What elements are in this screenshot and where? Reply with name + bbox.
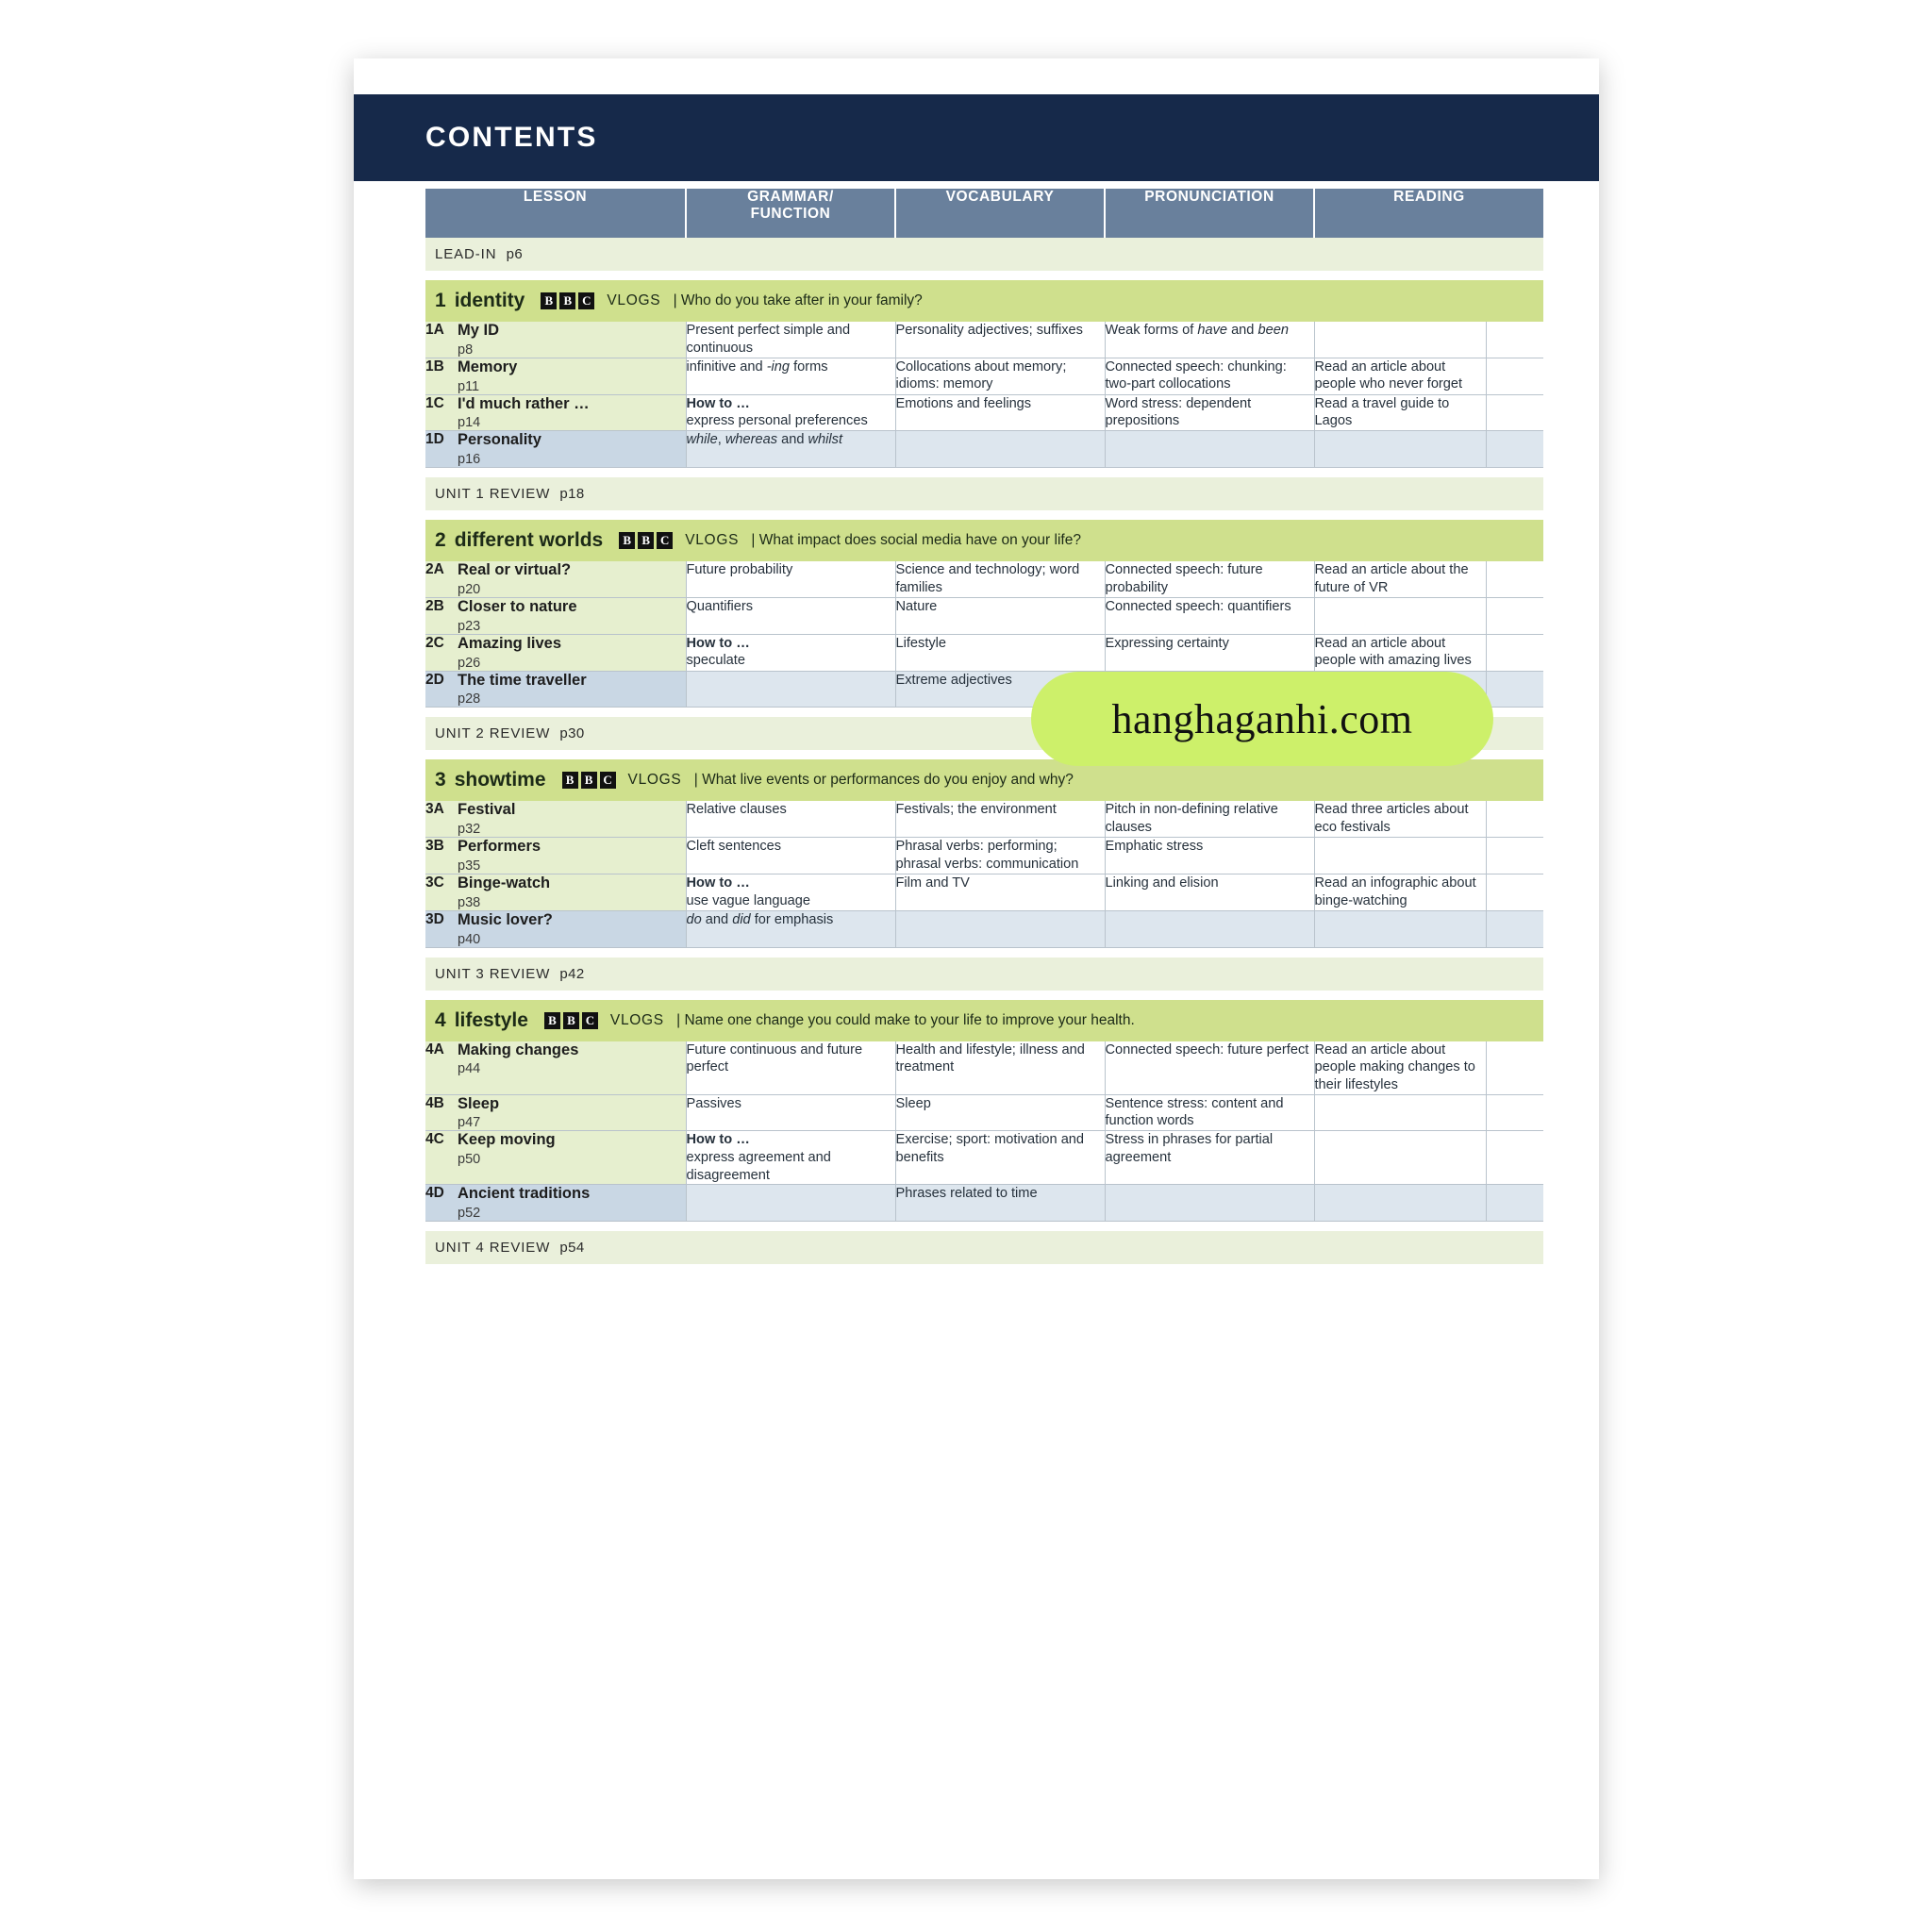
lesson-name: I'd much rather … [458,394,590,412]
lesson-code: 2C [425,634,458,671]
grammar-cell [686,671,895,708]
bbc-letter: C [578,292,594,309]
pronunciation-cell: Word stress: dependent prepositions [1105,394,1314,431]
pronunciation-cell: Weak forms of have and been [1105,322,1314,358]
band-label: UNIT 2 REVIEW p30 [425,717,1543,750]
band-label: UNIT 3 REVIEW p42 [425,958,1543,991]
lesson-code: 4A [425,1041,458,1095]
vocabulary-cell: Phrasal verbs: performing; phrasal verbs: communication [895,838,1105,874]
trailing-cell [1486,634,1543,671]
vocabulary-cell: Collocations about memory; idioms: memory [895,358,1105,394]
bbc-letter: C [657,532,673,549]
unit-question: | What live events or performances do you enjoy and why? [690,772,1074,789]
pronunciation-cell: Expressing certainty [1105,634,1314,671]
spacer-cell [425,271,1543,280]
band-row-unit1-review [425,477,1543,510]
how-to-label: How to … [686,635,750,651]
lesson-title-cell[interactable] [458,1094,686,1131]
trailing-cell [1486,1094,1543,1131]
lesson-page: p8 [458,341,474,358]
reading-cell [1314,597,1486,634]
pronunciation-cell: Linking and elision [1105,874,1314,910]
trailing-cell [1486,671,1543,708]
vocabulary-cell: Personality adjectives; suffixes [895,322,1105,358]
spacer-cell [425,991,1543,1000]
lesson-title-cell[interactable] [458,634,686,671]
grammar-cell: do and did for emphasis [686,910,895,947]
grammar-cell: How to … express personal preferences [686,394,895,431]
lesson-code: 2B [425,597,458,634]
lesson-page: p14 [458,415,481,431]
lesson-page: p20 [458,581,481,597]
table-header [425,189,1543,238]
spacer-row [425,271,1543,280]
spacer-row [425,991,1543,1000]
lesson-page: p32 [458,822,481,838]
lesson-row[interactable] [425,1041,1543,1095]
lesson-row[interactable] [425,1094,1543,1131]
lesson-name: Memory [458,358,518,375]
bbc-letter: B [544,1012,560,1029]
reading-cell: Read three articles about eco festivals [1314,801,1486,837]
bbc-letter: C [600,772,616,789]
band-label: UNIT 1 REVIEW p18 [425,477,1543,510]
pronunciation-cell: Sentence stress: content and function words [1105,1094,1314,1131]
vocabulary-cell: Festivals; the environment [895,801,1105,837]
lesson-name: Making changes [458,1041,579,1058]
lesson-page: p26 [458,655,481,671]
bbc-logo-icon [562,772,616,789]
vocabulary-cell: Science and technology; word families [895,561,1105,597]
lesson-name: Ancient traditions [458,1185,591,1203]
lesson-title-cell[interactable] [458,671,686,708]
lesson-name: Binge-watch [458,874,551,891]
lesson-name: Festival [458,801,516,819]
bbc-logo-icon [541,292,594,309]
lesson-code: 4C [425,1131,458,1185]
lesson-page: p50 [458,1152,481,1168]
spacer-cell [425,1222,1543,1232]
lesson-name: Sleep [458,1094,500,1112]
spacer-cell [425,510,1543,520]
column-header-vocabulary: VOCABULARY [895,189,1105,238]
contents-page-sheet [354,58,1599,1879]
spacer-cell [425,468,1543,478]
reading-cell [1314,322,1486,358]
trailing-cell [1486,1041,1543,1095]
unit-header-cell [425,520,1543,561]
reading-cell: Read an article about people making changes to their lifestyles [1314,1041,1486,1095]
trailing-cell [1486,910,1543,947]
trailing-cell [1486,874,1543,910]
lesson-title-cell[interactable] [458,910,686,947]
lesson-page: p52 [458,1206,481,1222]
lesson-name: My ID [458,322,500,339]
unit-header-row [425,280,1543,322]
lesson-name: The time traveller [458,671,587,689]
watermark-badge [1031,672,1493,766]
lesson-row[interactable] [425,1131,1543,1185]
pronunciation-cell: Emphatic stress [1105,838,1314,874]
vocabulary-cell: Sleep [895,1094,1105,1131]
bbc-logo-icon [619,532,673,549]
lesson-name: Music lover? [458,910,553,928]
lesson-title-cell[interactable] [458,1131,686,1185]
lesson-title-cell[interactable] [458,561,686,597]
pronunciation-cell: Pitch in non-defining relative clauses [1105,801,1314,837]
vocabulary-cell: Extreme adjectives [895,671,1105,708]
spacer-row [425,1222,1543,1232]
column-header-grammar-line2: FUNCTION [750,205,831,222]
vocabulary-cell [895,431,1105,468]
trailing-cell [1486,1185,1543,1222]
lesson-code: 1B [425,358,458,394]
lesson-code: 3A [425,801,458,837]
lesson-title-cell[interactable] [458,322,686,358]
unit-title: different worlds [454,529,604,552]
trailing-cell [1486,597,1543,634]
vocabulary-cell: Lifestyle [895,634,1105,671]
grammar-cell: Passives [686,1094,895,1131]
trailing-cell [1486,561,1543,597]
reading-cell: Read an article about people with amazing lives [1314,634,1486,671]
column-header-pronunciation: PRONUNCIATION [1105,189,1314,238]
reading-cell: Read an infographic about binge-watching [1314,874,1486,910]
unit-title: lifestyle [454,1008,528,1031]
reading-cell: Read an article about the future of VR [1314,561,1486,597]
bbc-letter: B [541,292,557,309]
grammar-cell: infinitive and -ing forms [686,358,895,394]
lesson-code: 1C [425,394,458,431]
lesson-title-cell[interactable] [458,1185,686,1222]
band-row-unit4-review [425,1231,1543,1264]
vocabulary-cell: Exercise; sport: motivation and benefits [895,1131,1105,1185]
pronunciation-cell: Connected speech: chunking: two-part collocations [1105,358,1314,394]
column-header-grammar-line1: GRAMMAR/ [747,189,834,205]
reading-cell [1314,1094,1486,1131]
lesson-row[interactable] [425,838,1543,874]
contents-header-bar [354,94,1599,181]
lesson-row[interactable] [425,322,1543,358]
bbc-letter: B [562,772,578,789]
lesson-title-cell[interactable] [458,1041,686,1095]
unit-question: | Name one change you could make to your life to improve your health. [672,1011,1135,1028]
grammar-cell: Present perfect simple and continuous [686,322,895,358]
how-to-label: How to … [686,395,750,411]
unit-question: | What impact does social media have on your life? [747,532,1081,549]
column-header-lesson: LESSON [425,189,686,238]
lesson-page: p11 [458,378,480,394]
lesson-page: p35 [458,858,481,874]
lesson-row[interactable] [425,801,1543,837]
lesson-title-cell[interactable] [458,431,686,468]
lesson-page: p40 [458,931,481,947]
unit-number: 2 [435,529,446,552]
trailing-cell [1486,431,1543,468]
reading-cell [1314,838,1486,874]
reading-cell [1314,1131,1486,1185]
unit-number: 3 [435,769,446,791]
lesson-code: 3D [425,910,458,947]
grammar-cell: Relative clauses [686,801,895,837]
lesson-row[interactable] [425,431,1543,468]
lesson-code: 2A [425,561,458,597]
pronunciation-cell: Connected speech: future perfect [1105,1041,1314,1095]
lesson-row[interactable] [425,358,1543,394]
lesson-row[interactable] [425,910,1543,947]
trailing-cell [1486,1131,1543,1185]
grammar-cell: How to … use vague language [686,874,895,910]
lesson-row[interactable] [425,561,1543,597]
lesson-title-cell[interactable] [458,874,686,910]
pronunciation-cell: Connected speech: quantifiers [1105,597,1314,634]
grammar-cell: Quantifiers [686,597,895,634]
grammar-cell: while, whereas and whilst [686,431,895,468]
grammar-cell: Cleft sentences [686,838,895,874]
vocabulary-cell [895,910,1105,947]
lesson-row[interactable] [425,597,1543,634]
how-to-label: How to … [686,874,750,891]
lesson-code: 1D [425,431,458,468]
unit-number: 1 [435,290,446,311]
grammar-cell [686,1185,895,1222]
lesson-page: p44 [458,1061,481,1077]
reading-cell [1314,1185,1486,1222]
bbc-letter: B [581,772,597,789]
lesson-code: 4D [425,1185,458,1222]
lesson-title-cell[interactable] [458,838,686,874]
lesson-name: Real or virtual? [458,561,572,579]
spacer-cell [425,947,1543,958]
lesson-code: 3B [425,838,458,874]
trailing-cell [1486,322,1543,358]
bbc-logo-icon [544,1012,598,1029]
lesson-row[interactable] [425,394,1543,431]
lesson-row[interactable] [425,634,1543,671]
trailing-cell [1486,838,1543,874]
bbc-letter: C [582,1012,598,1029]
how-to-label: How to … [686,1132,750,1148]
unit-title: identity [454,290,525,311]
lesson-page: p28 [458,691,481,708]
column-header-grammar [686,189,895,238]
band-label: UNIT 4 REVIEW p54 [425,1231,1543,1264]
lesson-name: Keep moving [458,1131,556,1149]
lesson-name: Amazing lives [458,634,562,652]
bbc-letter: B [638,532,654,549]
spacer-row [425,947,1543,958]
vlogs-label: VLOGS [627,772,682,789]
unit-header-cell [425,280,1543,322]
lesson-code: 1A [425,322,458,358]
lesson-row[interactable] [425,874,1543,910]
unit-title: showtime [454,769,546,791]
lesson-name: Personality [458,431,541,449]
grammar-cell: How to … express agreement and disagreement [686,1131,895,1185]
unit-question: | Who do you take after in your family? [669,292,923,308]
band-row-unit3-review [425,958,1543,991]
lesson-name: Closer to nature [458,597,577,615]
pronunciation-cell [1105,1185,1314,1222]
vlogs-label: VLOGS [609,1011,664,1028]
vlogs-label: VLOGS [685,532,740,549]
pronunciation-cell [1105,910,1314,947]
pronunciation-cell: Stress in phrases for partial agreement [1105,1131,1314,1185]
unit-header-row [425,1000,1543,1041]
band-row-lead-in [425,238,1543,271]
bbc-letter: B [563,1012,579,1029]
reading-cell [1314,910,1486,947]
reading-cell: Read an article about people who never forget [1314,358,1486,394]
lesson-page: p47 [458,1115,481,1131]
grammar-cell: Future probability [686,561,895,597]
lesson-title-cell[interactable] [458,394,686,431]
trailing-cell [1486,394,1543,431]
lesson-title-cell[interactable] [458,358,686,394]
lesson-code: 2D [425,671,458,708]
reading-cell [1314,431,1486,468]
spacer-row [425,510,1543,520]
lesson-title-cell[interactable] [458,801,686,837]
vocabulary-cell: Emotions and feelings [895,394,1105,431]
grammar-cell: Future continuous and future perfect [686,1041,895,1095]
vocabulary-cell: Health and lifestyle; illness and treatment [895,1041,1105,1095]
pronunciation-cell [1105,431,1314,468]
vlogs-label: VLOGS [607,292,661,308]
spacer-row [425,468,1543,478]
lesson-code: 3C [425,874,458,910]
lesson-page: p23 [458,618,481,634]
grammar-cell: How to … speculate [686,634,895,671]
vocabulary-cell: Film and TV [895,874,1105,910]
column-header-reading: READING [1314,189,1543,238]
reading-cell: Read a travel guide to Lagos [1314,394,1486,431]
bbc-letter: B [619,532,635,549]
unit-header-cell [425,1000,1543,1041]
unit-header-row [425,520,1543,561]
page-title: CONTENTS [425,122,598,153]
unit-number: 4 [435,1008,446,1031]
watermark-text: hanghaganhi.com [1111,695,1413,742]
lesson-page: p16 [458,452,481,468]
lesson-name: Performers [458,838,541,856]
lesson-row[interactable] [425,1185,1543,1222]
pronunciation-cell: Connected speech: future probability [1105,561,1314,597]
lesson-title-cell[interactable] [458,597,686,634]
bbc-letter: B [559,292,575,309]
band-label: LEAD-IN p6 [425,238,1543,271]
vocabulary-cell: Phrases related to time [895,1185,1105,1222]
lesson-page: p38 [458,894,481,910]
vocabulary-cell: Nature [895,597,1105,634]
lesson-code: 4B [425,1094,458,1131]
trailing-cell [1486,801,1543,837]
trailing-cell [1486,358,1543,394]
